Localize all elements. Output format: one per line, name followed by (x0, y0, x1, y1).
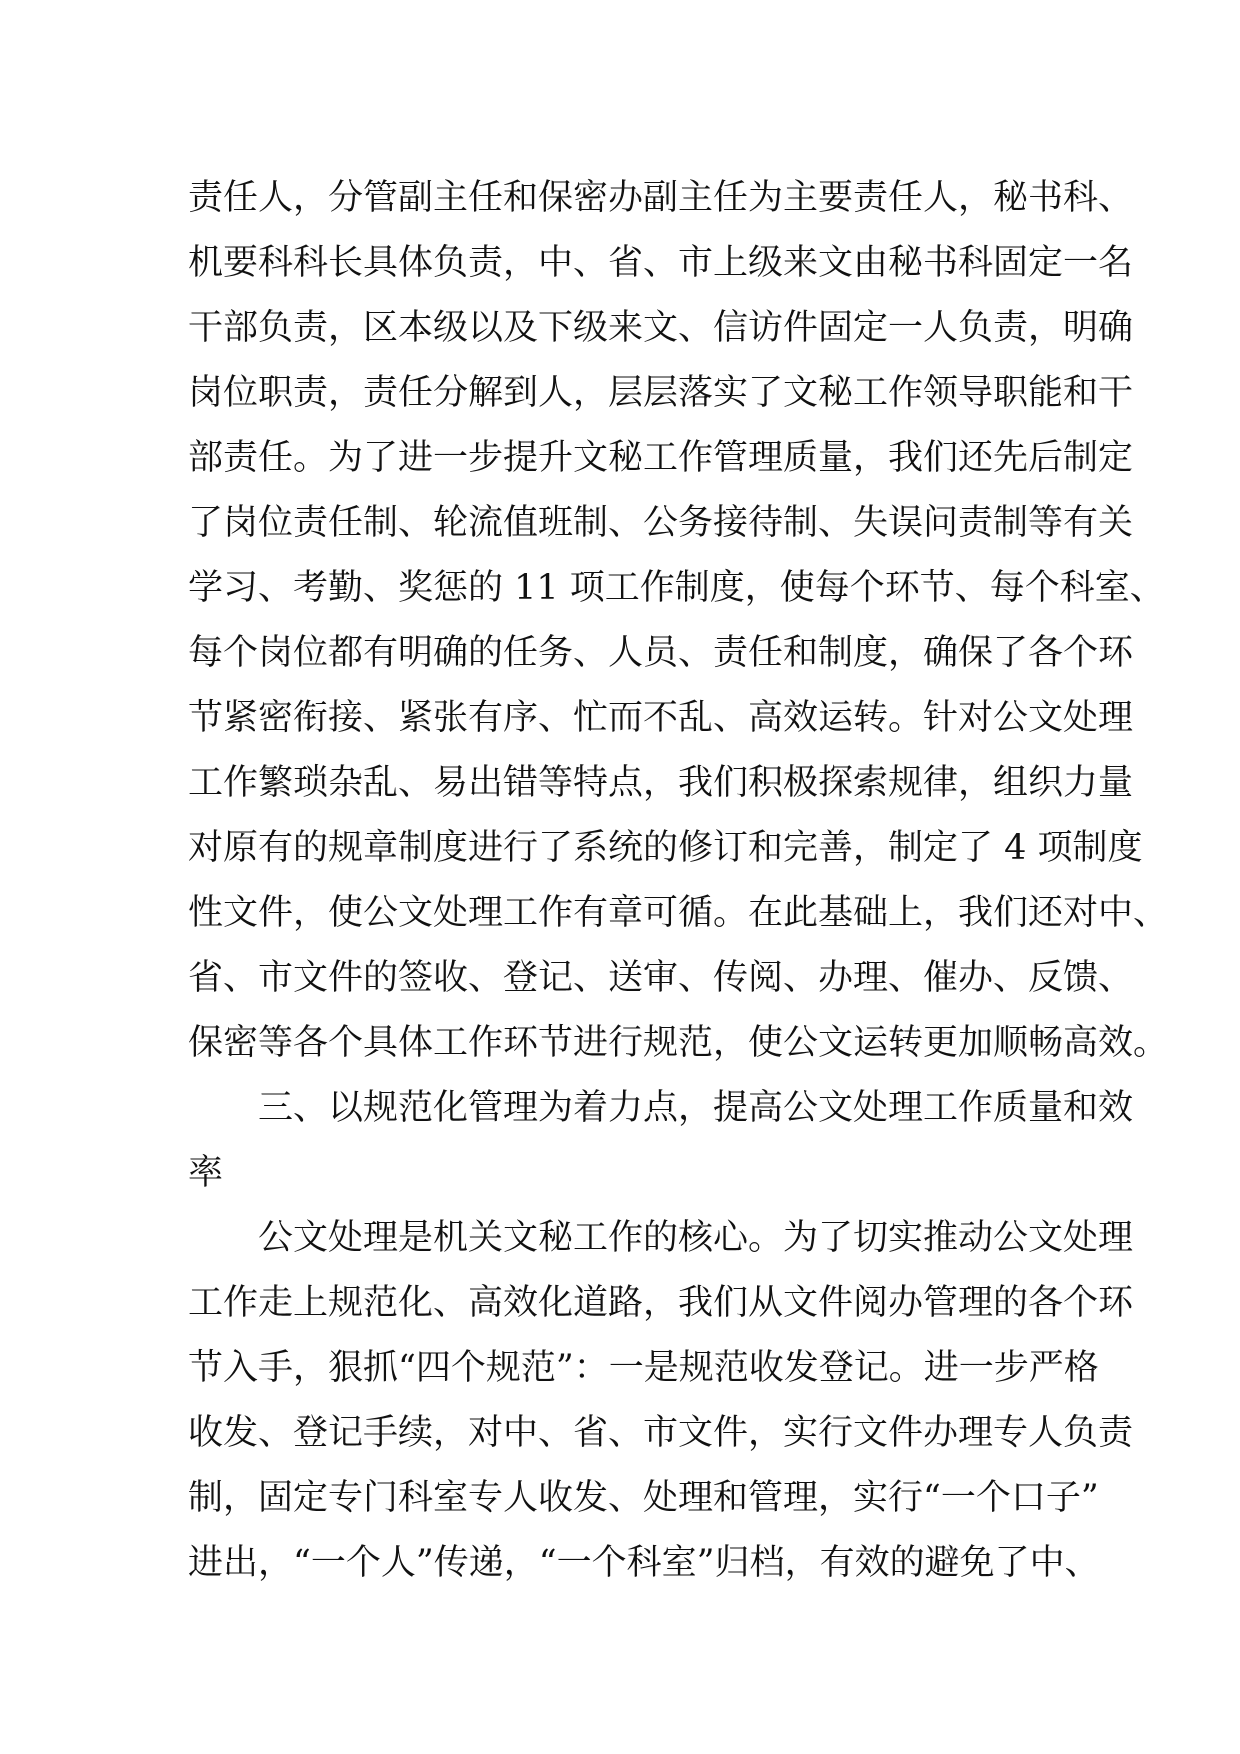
text-line: 公文处理是机关文秘工作的核心。为了切实推动公文处理 (258, 1218, 1134, 1258)
text-line: 制，固定专门科室专人收发、处理和管理，实行“一个口子” (188, 1478, 1099, 1518)
paragraph (188, 166, 1169, 1076)
text-line: 节紧密衔接、紧张有序、忙而不乱、高效运转。针对公文处理 (188, 698, 1134, 738)
text-line: 节入手，狠抓“四个规范”：一是规范收发登记。进一步严格 (188, 1348, 1099, 1388)
text-line: 岗位职责，责任分解到人，层层落实了文秘工作领导职能和干 (188, 373, 1134, 413)
text-line: 机要科科长具体负责，中、省、市上级来文由秘书科固定一名 (188, 243, 1134, 283)
text-line: 工作走上规范化、高效化道路，我们从文件阅办管理的各个环 (188, 1283, 1134, 1323)
text-line: 收发、登记手续，对中、省、市文件，实行文件办理专人负责 (188, 1413, 1134, 1453)
text-line: 进出，“一个人”传递，“一个科室”归档，有效的避免了中、 (188, 1543, 1100, 1583)
text-line: 部责任。为了进一步提升文秘工作管理质量，我们还先后制定 (188, 438, 1134, 478)
text-line: 责任人，分管副主任和保密办副主任为主要责任人，秘书科、 (188, 178, 1134, 218)
heading-line: 率 (188, 1153, 224, 1193)
text-line: 对原有的规章制度进行了系统的修订和完善，制定了 4 项制度 (188, 828, 1143, 868)
paragraph (188, 1206, 1134, 1596)
section-heading (188, 1076, 1134, 1206)
text-line: 保密等各个具体工作环节进行规范，使公文运转更加顺畅高效。 (188, 1023, 1169, 1063)
text-line: 每个岗位都有明确的任务、人员、责任和制度，确保了各个环 (188, 633, 1134, 673)
text-line: 学习、考勤、奖惩的 11 项工作制度，使每个环节、每个科室、 (188, 568, 1165, 608)
text-line: 工作繁琐杂乱、易出错等特点，我们积极探索规律，组织力量 (188, 763, 1134, 803)
body-text (188, 166, 1169, 1596)
text-line: 了岗位责任制、轮流值班制、公务接待制、失误问责制等有关 (188, 503, 1134, 543)
text-line: 省、市文件的签收、登记、送审、传阅、办理、催办、反馈、 (188, 958, 1134, 998)
text-line: 干部负责，区本级以及下级来文、信访件固定一人负责，明确 (188, 308, 1134, 348)
text-line: 性文件，使公文处理工作有章可循。在此基础上，我们还对中、 (188, 893, 1169, 933)
heading-line: 三、以规范化管理为着力点，提高公文处理工作质量和效 (258, 1088, 1134, 1128)
